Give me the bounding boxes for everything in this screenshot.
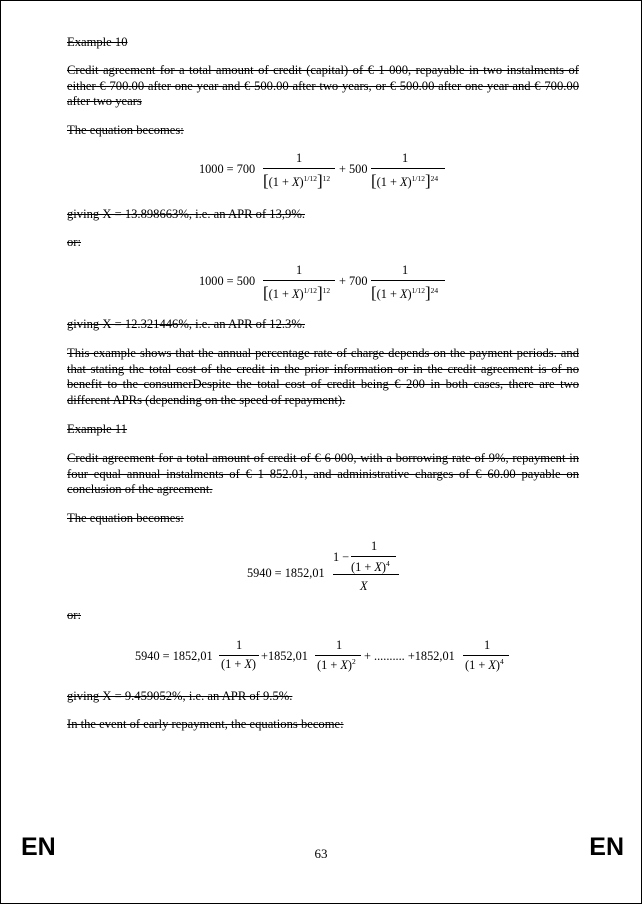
eq4-fraction-bar-3 bbox=[463, 655, 509, 656]
eq1-numerator-1: 1 bbox=[296, 151, 303, 165]
example-11-heading: Example 11 bbox=[67, 422, 128, 436]
example-11-result: giving X = 9.459052%, i.e. an APR of 9.5%. bbox=[67, 689, 293, 703]
equation-4: 5940 = 1852,01 1 (1 + X) +1852,01 1 $(1 + X)^2$ + .......... +1852,01 1 $(1 + X)^4$ bbox=[135, 638, 515, 674]
page-number: 63 bbox=[314, 846, 328, 861]
eq1-fraction-bar-2 bbox=[371, 168, 445, 169]
eq3-inner-numerator: 1 bbox=[371, 539, 378, 553]
eq4-fraction-bar-1 bbox=[219, 655, 259, 656]
eq4-denominator-2: $(1 + X)^2$ bbox=[317, 657, 356, 673]
eq1-coef-2: 500 bbox=[349, 162, 368, 176]
eq2-denominator-2: $[(1 + X)^{1/12}]^{24}$ bbox=[371, 283, 439, 302]
eq4-denominator-1: (1 + X) bbox=[221, 657, 256, 671]
eq2-coef-1: 500 bbox=[236, 274, 256, 288]
eq3-inner-fraction-bar bbox=[351, 556, 396, 557]
eq4-lhs: 5940 bbox=[135, 649, 160, 663]
eq4-coef-3: 1852,01 bbox=[414, 649, 455, 663]
equation-1: 1000 = 700 1 $[(1 + X)^{1/12}]^{12}$ + 500 1 $[(1 + X)^{1/12}]^{24}$ bbox=[199, 151, 449, 193]
equation-2: 1000 = 500 1 $[(1 + X)^{1/12}]^{12}$ + 700 1 $[(1 + X)^{1/12}]^{24}$ bbox=[199, 263, 449, 305]
eq1-numerator-2: 1 bbox=[402, 151, 409, 165]
eq2-coef-2: 700 bbox=[349, 274, 368, 288]
language-label-left: EN bbox=[21, 833, 56, 861]
eq1-lhs: 1000 bbox=[199, 162, 224, 176]
eq3-coef: 1852,01 bbox=[284, 566, 325, 580]
eq2-numerator-1: 1 bbox=[296, 263, 303, 277]
example-10-result-2: giving X = 12.321446%, i.e. an APR of 12.3%. bbox=[67, 317, 305, 331]
eq2-fraction-bar-2 bbox=[371, 280, 445, 281]
eq4-numerator-1: 1 bbox=[236, 638, 243, 652]
eq4-fraction-bar-2 bbox=[315, 655, 361, 656]
example-10-result-1: giving X = 13.898663%, i.e. an APR of 13,9%. bbox=[67, 207, 305, 221]
example-11-equation-intro: The equation becomes: bbox=[67, 511, 184, 525]
eq2-fraction-bar-1 bbox=[263, 280, 335, 281]
eq3-lhs: 5940 bbox=[247, 566, 272, 580]
eq1-coef-1: 700 bbox=[236, 162, 256, 176]
eq1-fraction-bar-1 bbox=[263, 168, 335, 169]
example-10-equation-intro: The equation becomes: bbox=[67, 123, 184, 137]
eq2-numerator-2: 1 bbox=[402, 263, 409, 277]
example-11-or: or: bbox=[67, 608, 81, 622]
eq3-denominator: X bbox=[360, 579, 368, 593]
example-10-intro: Credit agreement for a total amount of credit (capital) of € 1 000, repayable in two instalments of either € 700.00 after one year and € 500.00 after two years, or € 500.00 after one year and € 700.00 after two years bbox=[67, 63, 579, 108]
example-10-conclusion: This example shows that the annual percentage rate of charge depends on the payment periods. and that stating the total cost of the credit in the prior information or in the credit agreement is of no benefit to the consumerDespite the total cost of credit being € 200 in both cases, there are two different APRs (depending on the speed of repayment). bbox=[67, 346, 579, 407]
eq4-denominator-3: $(1 + X)^4$ bbox=[465, 657, 504, 673]
eq3-inner-denominator: $(1 + X)^4$ bbox=[351, 559, 390, 575]
eq3-one: 1 bbox=[333, 550, 340, 564]
example-10-or: or: bbox=[67, 235, 81, 249]
example-10-heading: Example 10 bbox=[67, 35, 128, 49]
eq4-coef-1: 1852,01 bbox=[172, 649, 213, 663]
eq1-denominator-1: $[(1 + X)^{1/12}]^{12}$ bbox=[263, 171, 331, 190]
eq2-lhs: 1000 bbox=[199, 274, 224, 288]
eq4-numerator-3: 1 bbox=[484, 638, 491, 652]
language-label-right: EN bbox=[589, 833, 624, 861]
eq4-coef-2: 1852,01 bbox=[267, 649, 308, 663]
example-11-intro: Credit agreement for a total amount of credit of € 6 000, with a borrowing rate of 9%, repayment in four equal annual instalments of € 1 852.01, and administrative charges of € 60.00 payable on conclusion of the agreement. bbox=[67, 451, 579, 496]
eq4-numerator-2: 1 bbox=[336, 638, 343, 652]
eq2-denominator-1: $[(1 + X)^{1/12}]^{12}$ bbox=[263, 283, 331, 302]
eq4-ellipsis: .......... bbox=[374, 649, 405, 663]
eq1-denominator-2: $[(1 + X)^{1/12}]^{24}$ bbox=[371, 171, 439, 190]
early-repayment-intro: In the event of early repayment, the equations become: bbox=[67, 717, 344, 731]
eq3-main-fraction-bar bbox=[333, 574, 399, 575]
equation-3: 5940 = 1852,01 1 − 1 $(1 + X)^4$ X bbox=[247, 539, 407, 599]
